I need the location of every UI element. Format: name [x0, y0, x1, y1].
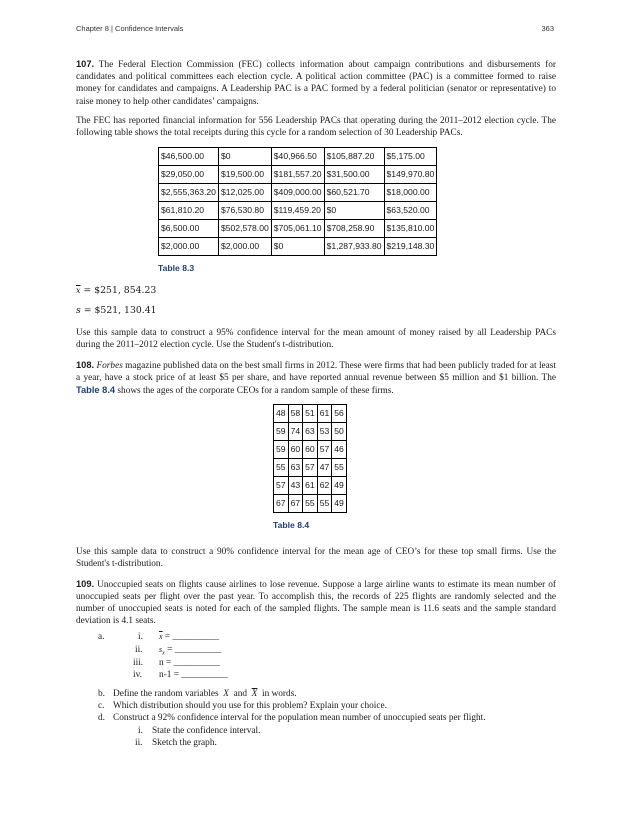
table-8-3-cell: $76,530.80 — [218, 202, 271, 220]
table-8-3-row — [159, 220, 437, 238]
q109-part-a-i: a. i. $\overline{x}$ = __________ — [98, 632, 219, 643]
table-8-4-cell: 62 — [317, 477, 332, 495]
q108-source: Forbes — [96, 360, 123, 371]
q107-text: The Federal Election Commission (FEC) collects information about campaign contributions and disbursements for candidates and political committees each election cycle. A political action committee (PAC) is a committee formed to raise money for candidates and campaigns. A Leadership PAC is a PAC formed by a federal politician (senator or representative) to raise money to help other candidates’ campaigns. — [76, 60, 556, 107]
table-8-4-cell: 60 — [303, 441, 318, 459]
table-8-3-cell: $61,810.20 — [159, 202, 219, 220]
q109-part-c: c. Which distribution should you use for this problem? Explain your choice. — [98, 701, 387, 712]
table-8-3-cell: $29,050.00 — [159, 166, 219, 184]
table-8-4-cell: 47 — [317, 459, 332, 477]
table-8-4-row — [274, 495, 347, 513]
table-8-4-cell: 51 — [303, 405, 318, 423]
table-8-3-cell: $119,459.20 — [271, 202, 324, 220]
q109-parts — [76, 631, 556, 749]
table-8-3-cell: $2,000.00 — [159, 238, 219, 256]
xbar-value: $251, 854.23 — [94, 285, 157, 297]
table-8-3-cell: $135,810.00 — [384, 220, 437, 238]
table-8-4-cell: 67 — [274, 495, 289, 513]
q109-part-a-ii: ii. $s_x$ = __________ — [135, 644, 222, 657]
table-8-3-cell: $19,500.00 — [218, 166, 271, 184]
table-8-4-cell: 74 — [288, 423, 303, 441]
chapter-title: Chapter 8 | Confidence Intervals — [76, 24, 184, 33]
table-8-4-row — [274, 441, 347, 459]
table-8-3-cell: $60,521.70 — [324, 184, 384, 202]
q109-part-d-i: i. State the confidence interval. — [138, 725, 261, 736]
table-8-4-caption: Table 8.4 — [273, 520, 310, 531]
page-header — [76, 24, 554, 33]
table-8-4-row — [274, 477, 347, 495]
table-8-3-cell: $31,500.00 — [324, 166, 384, 184]
table-8-3-cell: $0 — [324, 202, 384, 220]
xbar-equation: $\overline{x}$ = $251, 854.23 — [76, 285, 157, 297]
table-8-4-cell: 55 — [317, 495, 332, 513]
table-8-4-cell: 56 — [332, 405, 347, 423]
table-8-4-row — [274, 459, 347, 477]
table-8-4-cell: 58 — [288, 405, 303, 423]
table-8-3-cell: $705,061.10 — [271, 220, 324, 238]
table-8-3-cell: $219,148.30 — [384, 238, 437, 256]
table-8-3-cell: $708,258.90 — [324, 220, 384, 238]
table-8-4-cell: 59 — [274, 423, 289, 441]
table-8-3-cell: $18,000.00 — [384, 184, 437, 202]
table-8-3-cell: $12,025.00 — [218, 184, 271, 202]
table-8-3-row — [159, 202, 437, 220]
table-8-4-cell: 49 — [332, 477, 347, 495]
table-8-4-cell: 67 — [288, 495, 303, 513]
table-8-4-cell: 61 — [317, 405, 332, 423]
table-8-4-cell: 50 — [332, 423, 347, 441]
page-number: 363 — [541, 24, 554, 33]
table-8-4-cell: 57 — [303, 459, 318, 477]
table-8-4-link[interactable]: Table 8.4 — [76, 385, 116, 396]
table-8-3-cell: $149,970.80 — [384, 166, 437, 184]
q108-paragraph-1: 108. Forbes magazine published data on the best small firms in 2012. These were firms that had been publicly traded for at least a year, have a stock price of at least $5 per share, and have reported annual revenue between $5 million and $1 billion. The Table 8.4 shows the ages of the corporate CEOs for a random sample of these firms. — [76, 359, 556, 397]
table-8-3-row — [159, 148, 437, 166]
q108-paragraph-2: Use this sample data to construct a 90% confidence interval for the mean age of CEO’s for these top small firms. Use the Student's t-distribution. — [76, 547, 556, 570]
page-content — [76, 58, 556, 750]
table-8-4-cell: 61 — [303, 477, 318, 495]
table-8-3-cell: $5,175.00 — [384, 148, 437, 166]
q107-number: 107. — [76, 59, 95, 69]
table-8-4-cell: 57 — [317, 441, 332, 459]
table-8-3-cell: $6,500.00 — [159, 220, 219, 238]
table-8-3-cell: $409,000.00 — [271, 184, 324, 202]
table-8-3-row — [159, 166, 437, 184]
table-8-4-cell: 57 — [274, 477, 289, 495]
table-8-3-cell: $105,887.20 — [324, 148, 384, 166]
s-value: $521, 130.41 — [94, 305, 157, 317]
table-8-4-cell: 48 — [274, 405, 289, 423]
table-8-3-cell: $63,520.00 — [384, 202, 437, 220]
table-8-4-cell: 49 — [332, 495, 347, 513]
table-8-4-cell: 60 — [288, 441, 303, 459]
table-8-4-cell: 55 — [274, 459, 289, 477]
table-8-3-cell: $46,500.00 — [159, 148, 219, 166]
table-8-3-cell: $0 — [218, 148, 271, 166]
table-8-3-cell: $502,578.00 — [218, 220, 271, 238]
table-8-4-row — [274, 405, 347, 423]
table-8-3-cell: $181,557.20 — [271, 166, 324, 184]
table-8-3-cell: $2,555,363.20 — [159, 184, 219, 202]
q109-part-b: b. Define the random variables X and $\overline{X}$ in words. — [98, 688, 297, 699]
table-8-4-cell: 59 — [274, 441, 289, 459]
q107-paragraph-3: Use this sample data to construct a 95% confidence interval for the mean amount of money raised by all Leadership PACs during the 2011–2012 election cycle. Use the Student's t-distribution. — [76, 328, 556, 351]
table-8-3 — [158, 147, 437, 256]
table-8-3-caption: Table 8.3 — [158, 263, 195, 274]
q107-paragraph-2: The FEC has reported financial information for 556 Leadership PACs that operating during the 2011–2012 election cycle. The following table shows the total receipts during this cycle for a random selection of 30 Leadership PACs. — [76, 115, 556, 139]
q109-part-a-iii: iii. n = __________ — [133, 657, 221, 668]
table-8-4-row — [274, 423, 347, 441]
q109-paragraph-1: 109. Unoccupied seats on flights cause airlines to lose revenue. Suppose a large airline wants to estimate its mean number of unoccupied seats per flight over the past year. To accomplish this, the records of 225 flights are randomly selected and the number of unoccupied seats is noted for each of the sampled flights. The sample mean is 11.6 seats and the sample standard deviation is 4.1 seats. — [76, 578, 557, 627]
q108-number: 108. — [76, 359, 95, 370]
table-8-4-cell: 63 — [303, 423, 318, 441]
table-8-4-cell: 43 — [288, 477, 303, 495]
table-8-3-cell: $0 — [271, 238, 324, 256]
table-8-3-cell: $2,000.00 — [218, 238, 271, 256]
table-8-3-cell: $1,287,933.80 — [324, 238, 384, 256]
table-8-4-cell: 46 — [332, 441, 347, 459]
q109-number: 109. — [76, 578, 95, 589]
table-8-3-row — [159, 184, 437, 202]
table-8-4-cell: 63 — [288, 459, 303, 477]
s-equation: s = $521, 130.41 — [76, 305, 157, 317]
q109-part-a-iv: iv. n-1 = __________ — [133, 670, 228, 681]
table-8-4-cell: 55 — [303, 495, 318, 513]
q109-part-d-ii: ii. Sketch the graph. — [135, 738, 217, 749]
table-8-3-cell: $40,966.50 — [271, 148, 324, 166]
table-8-4 — [273, 404, 347, 513]
q107-paragraph-1 — [76, 58, 556, 108]
table-8-3-row — [159, 238, 437, 256]
q109-part-d: d. Construct a 92% confidence interval for the population mean number of unoccupied seats per flight. — [98, 713, 486, 724]
table-8-4-cell: 55 — [332, 459, 347, 477]
table-8-4-cell: 53 — [317, 423, 332, 441]
